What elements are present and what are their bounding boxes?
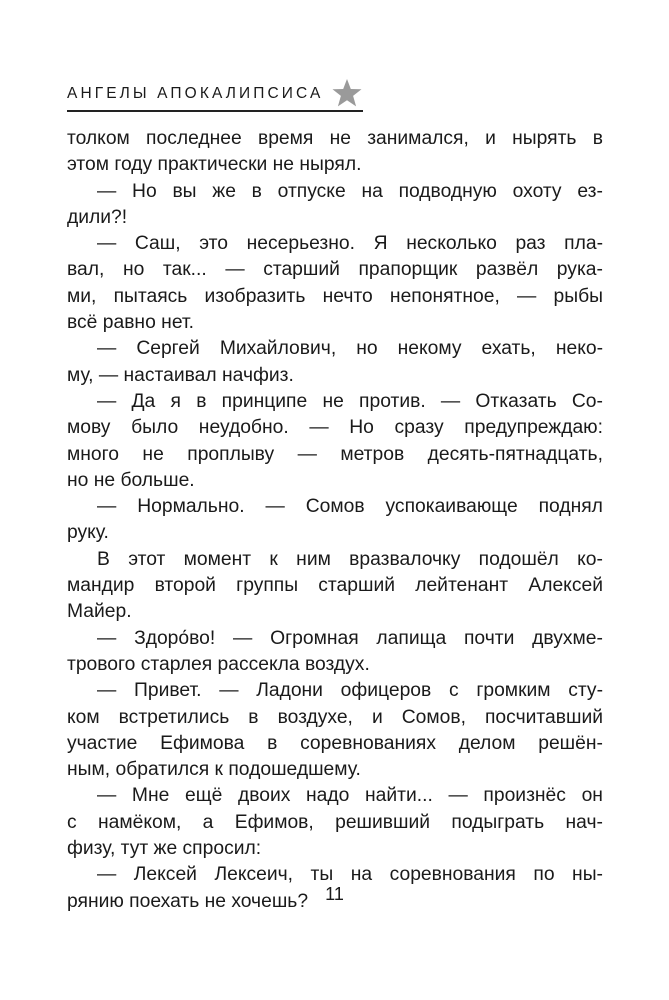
text-word: Ефимова [160,732,245,754]
text-word: ком [67,706,100,728]
text-word: старший [263,259,340,281]
text-word: двоих [237,785,291,807]
text-word: в [196,390,207,412]
text-word: Мне [131,785,170,807]
text-word: вал, [67,259,105,281]
text-word: против. [359,390,426,412]
text-word: с [448,680,459,702]
text-line-content: дили?! [67,206,128,228]
text-line-content: всё равно нет. [67,312,194,334]
text-word: предупреждаю: [464,417,603,439]
text-line [67,257,603,283]
text-word: он [581,785,603,807]
text-line [67,573,603,599]
text-word: некому [397,338,462,360]
text-word: найти... [365,785,433,807]
text-line-content: физу, тут же спросил: [67,838,262,860]
text-line [67,652,603,678]
text-line [67,179,603,205]
text-word: Отказать [475,390,557,412]
text-line [67,442,603,468]
text-word: несколько [406,233,497,255]
text-word: Нормально. [137,496,245,518]
text-word: — [219,680,239,702]
text-word: вразвалочку [349,548,461,570]
text-word: пытаясь [113,285,188,307]
text-word: на [361,180,383,202]
text-word: рука- [556,259,603,281]
running-title: АНГЕЛЫ АПОКАЛИПСИСА [67,85,324,102]
text-word: но [122,259,145,281]
text-word: соревнованиях [300,732,436,754]
text-word: — [97,627,117,649]
text-word: — [97,233,117,255]
text-word: лейтенант [415,575,509,597]
text-word: момент [183,548,252,570]
text-word: же [212,180,236,202]
text-word: на [350,864,373,886]
text-word: ты [310,864,334,886]
text-word: почти [463,627,515,649]
text-word: Привет. [133,680,202,702]
text-word: Саш, [134,233,181,255]
text-word: двухме- [532,627,603,649]
text-word: охоту [512,180,562,202]
text-word: участие [67,732,138,754]
text-word: мандир [67,575,135,597]
text-word: не [142,443,164,465]
text-word: сразу [394,417,444,439]
text-word: успокаивающе [385,496,518,518]
text-word: Сомов, [401,706,466,728]
text-word: в [592,128,603,149]
text-word: решивший [335,811,431,833]
text-word: решён- [538,732,603,754]
text-word: намёком, [97,811,182,833]
text-word: с [67,811,77,833]
text-line [67,310,603,336]
text-word: Ладони [256,680,323,702]
text-word: — [97,338,117,360]
text-line [67,626,603,652]
star-icon [331,78,363,108]
text-word: развёл [475,259,539,281]
text-line [67,757,603,783]
text-word: неко- [555,338,603,360]
text-word: несерьезно. [246,233,355,255]
text-word: нечто [322,285,373,307]
text-word: много [67,443,119,465]
text-word: время [257,128,314,149]
text-word: делом [458,732,516,754]
text-word: — [265,496,285,518]
text-line-content: ным, обратился к подошедшему. [67,759,361,781]
text-word: непонятное, [389,285,500,307]
text-word: к [269,548,278,570]
text-word: раз [515,233,546,255]
text-word: ехать, [481,338,536,360]
text-word: старший [318,575,395,597]
text-word: — [97,496,117,518]
text-word: проплыву [187,443,275,465]
text-line-content: но не больше. [67,469,195,491]
text-word: подводную [398,180,497,202]
text-word: — [233,627,253,649]
text-line [67,783,603,809]
text-word: неудобно. [198,417,289,439]
text-line [67,520,603,546]
text-word: и [371,706,383,728]
text-word: Огромная [270,627,359,649]
text-word: так... [162,259,207,281]
text-word: метров [340,443,405,465]
text-word: посчитавший [484,706,603,728]
text-word: В [97,548,110,570]
text-word: — [517,285,537,307]
text-word: в [248,706,259,728]
text-word: Алексей [528,575,603,597]
text-word: встретились [118,706,230,728]
text-word: но [356,338,378,360]
text-word: прапорщик [358,259,458,281]
text-word: сту- [568,680,603,702]
page-number: 11 [325,884,344,904]
text-line-content: этом году практически не нырял. [67,154,362,176]
text-word: толком [67,128,130,149]
text-line [67,363,603,389]
text-line [67,231,603,257]
text-word: — [297,443,317,465]
text-line-content: руку. [67,522,109,544]
text-word: ещё [185,785,223,807]
text-word: — [309,417,329,439]
text-word: рыбы [553,285,603,307]
text-word: — [97,180,117,202]
text-word: соревнования [389,864,516,886]
header-rule [67,110,363,112]
text-word: нач- [565,811,603,833]
text-word: надо [306,785,350,807]
text-word: это [199,233,228,255]
text-word: Я [373,233,388,255]
text-word: занимался, [367,128,469,149]
text-word: — [448,785,468,807]
text-word: Лексей [133,864,197,886]
text-word: принципе [221,390,308,412]
text-line [67,731,603,757]
text-word: по [533,864,555,886]
text-word: — [97,390,117,412]
text-word: Да [131,390,156,412]
text-word: Здоро́во! [134,627,216,649]
text-word: ез- [577,180,603,202]
text-word: пла- [564,233,603,255]
text-line [67,678,603,704]
text-word: — [97,785,117,807]
text-line [67,494,603,520]
text-word: подыграть [451,811,545,833]
text-word: Ефимов, [234,811,314,833]
text-word: в [267,732,278,754]
text-word: Но [132,180,157,202]
text-word: отпуске [277,180,346,202]
text-line [67,152,603,178]
text-word: вы [172,180,197,202]
text-line-content: му, — настаивал начфиз. [67,364,294,386]
text-word: ним [296,548,331,570]
text-word: нырять [512,128,577,149]
text-word: Сомов [305,496,365,518]
body-text [67,126,603,915]
text-word: подошёл [478,548,559,570]
text-line [67,415,603,441]
text-word: воздухе, [277,706,353,728]
text-word: десять-пятнадцать, [427,443,603,465]
text-word: не [329,128,351,149]
text-word: — [97,864,117,886]
text-word: ны- [572,864,603,886]
text-word: — [440,390,461,412]
text-word: Со- [571,390,603,412]
text-word: Лексеич, [214,864,294,886]
text-word: — [225,259,245,281]
text-line [67,126,603,152]
text-word: второй [154,575,216,597]
text-word: а [202,811,214,833]
text-line [67,810,603,836]
text-word: Но [349,417,374,439]
text-word: ко- [577,548,603,570]
text-word: в [251,180,262,202]
text-word: произнёс [483,785,566,807]
text-word: Сергей [136,338,200,360]
text-word: изобразить [204,285,306,307]
text-word: — [97,680,117,702]
text-word: поднял [538,496,603,518]
text-word: мову [67,417,111,439]
text-line [67,836,603,862]
text-word: и [485,128,496,149]
text-line-content: Майер. [67,601,132,623]
text-word: не [322,390,344,412]
text-word: офицеров [340,680,432,702]
text-line-content: рянию поехать не хочешь? [67,890,309,912]
text-line [67,705,603,731]
text-line [67,468,603,494]
text-word: Михайлович, [219,338,337,360]
running-head [67,78,363,112]
text-line [67,205,603,231]
text-line [67,389,603,415]
text-word: я [170,390,181,412]
text-line [67,336,603,362]
text-line [67,284,603,310]
text-word: лапища [376,627,447,649]
text-word: громким [476,680,551,702]
text-word: ми, [67,285,97,307]
text-line-content: трового старлея рассекла воздух. [67,653,370,675]
text-word: последнее [146,128,242,149]
text-word: группы [236,575,299,597]
text-line [67,599,603,625]
text-line [67,547,603,573]
text-word: было [131,417,179,439]
text-word: этот [128,548,166,570]
